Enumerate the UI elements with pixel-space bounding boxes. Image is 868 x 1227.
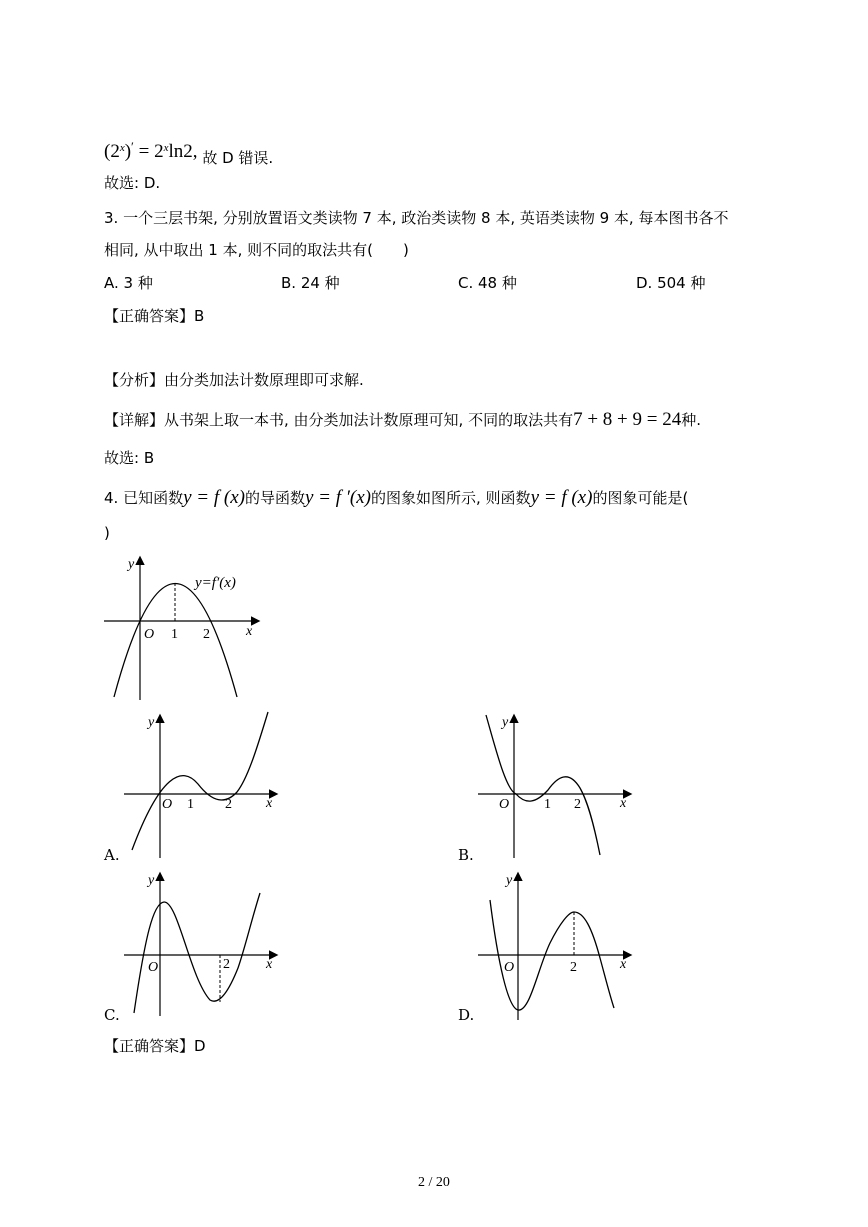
svg-text:x: x <box>620 957 627 972</box>
q3-detail-suffix: 种. <box>681 411 702 429</box>
formula-rhs-exp: x <box>163 142 169 154</box>
svg-text:x: x <box>266 957 273 972</box>
svg-text:y: y <box>506 873 513 888</box>
q3-analysis: 【分析】由分类加法计数原理即可求解. <box>104 371 364 389</box>
q3-detail-prefix: 【详解】从书架上取一本书, 由分类加法计数原理可知, 不同的取法共有 <box>104 411 574 429</box>
page-number <box>0 1175 868 1191</box>
svg-text:y: y <box>502 715 509 730</box>
derivative-graph <box>100 552 270 702</box>
tick-1: 1 <box>171 627 178 642</box>
formula-exp: x <box>119 142 125 154</box>
q3-stem-line1: 3. 一个三层书架, 分别放置语文类读物 7 本, 政治类读物 8 本, 英语类读物 9 本, 每本图书各不 <box>104 209 729 227</box>
option-a-label: A. <box>104 846 120 864</box>
q3-option-c: C. 48 种 <box>458 274 517 292</box>
q3-stem-line2: 相同, 从中取出 1 本, 则不同的取法共有( ) <box>104 241 409 259</box>
option-d-label: D. <box>458 1006 475 1024</box>
svg-text:O: O <box>148 960 159 975</box>
formula-rhs: = 2 <box>138 141 164 162</box>
svg-text:y: y <box>148 873 155 888</box>
q3-detail <box>104 409 701 431</box>
q3-answer: 故选: B <box>104 449 155 467</box>
q3-option-b: B. 24 种 <box>281 274 340 292</box>
formula-prime: ′ <box>131 139 134 154</box>
svg-text:O: O <box>162 797 173 812</box>
formula-ln: ln2, <box>168 141 198 162</box>
derivative-formula-line: $(2^x)' = 2^x\ln 2$, 故 D 错误. <box>104 139 274 167</box>
q4-correct-answer: 【正确答案】D <box>104 1037 206 1055</box>
prev-answer: 故选: D. <box>104 174 161 192</box>
option-a-graph <box>120 710 285 860</box>
curve-label: y=f′(x) <box>195 575 236 591</box>
x-axis-label: x <box>246 624 253 639</box>
svg-text:O: O <box>504 960 515 975</box>
q4-stem-line2: ) <box>104 524 110 542</box>
svg-text:x: x <box>620 796 627 811</box>
q3-correct-answer: 【正确答案】B <box>104 307 205 325</box>
svg-text:2: 2 <box>223 957 230 972</box>
svg-text:2: 2 <box>574 797 581 812</box>
formula-tail: 故 D 错误. <box>202 149 274 167</box>
formula-base: 2 <box>110 141 120 162</box>
page-current: 2 <box>418 1175 426 1190</box>
svg-text:1: 1 <box>187 797 194 812</box>
option-b-curve <box>486 715 600 855</box>
q3-option-a: A. 3 种 <box>104 274 153 292</box>
q3-option-d: D. 504 种 <box>636 274 706 292</box>
svg-text:2: 2 <box>225 797 232 812</box>
page-total: / 20 <box>428 1175 450 1190</box>
tick-2: 2 <box>203 627 210 642</box>
q3-detail-formula: 7 + 8 + 9 = 24 <box>573 409 682 430</box>
option-b-label: B. <box>458 846 474 864</box>
svg-text:2: 2 <box>570 960 577 975</box>
svg-text:O: O <box>499 797 510 812</box>
option-c-label: C. <box>104 1006 120 1024</box>
option-d-graph <box>474 868 639 1023</box>
option-a-curve <box>132 712 268 850</box>
svg-text:x: x <box>266 796 273 811</box>
origin-label: O <box>144 627 155 642</box>
option-c-curve <box>134 893 260 1013</box>
svg-text:1: 1 <box>544 797 551 812</box>
option-b-graph <box>474 710 639 860</box>
q4-stem-line1: 4. 已知函数y = f (x)的导函数y = f ′(x)的图象如图所示, 则函数y = f (x)的图象可能是( <box>104 487 689 508</box>
svg-text:y: y <box>148 715 155 730</box>
q4-func-3: y = f (x) <box>530 487 593 508</box>
option-c-graph <box>120 868 285 1018</box>
q4-func-2: y = f ′(x) <box>304 487 372 508</box>
q4-func-1: y = f (x) <box>183 487 245 508</box>
y-axis-label: y <box>128 557 135 572</box>
